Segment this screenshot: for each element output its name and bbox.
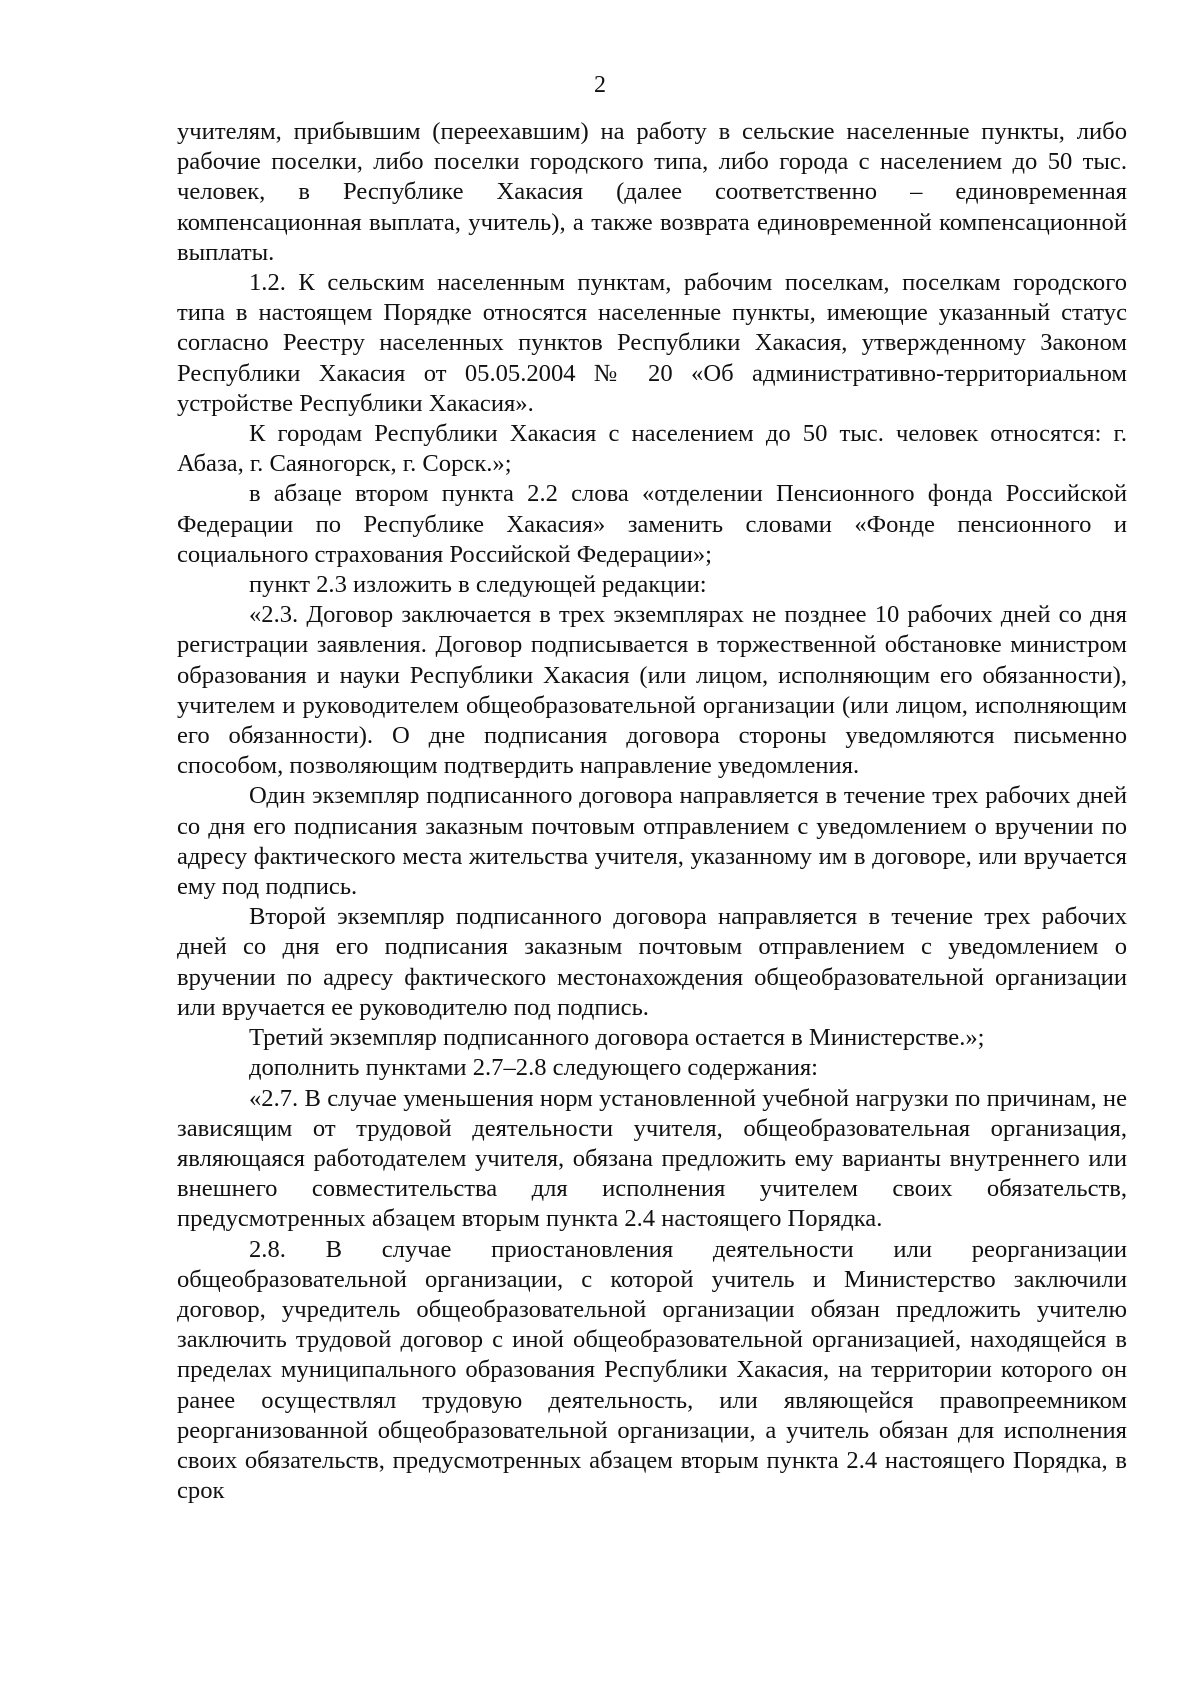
paragraph-cities: К городам Республики Хакасия с населением до 50 тыс. человек относятся: г. Абаза, г. Саяногорск, г. Сорск.»;: [177, 420, 1127, 478]
paragraph-third-copy: Третий экземпляр подписанного договора остается в Министерстве.»;: [249, 1024, 985, 1052]
paragraph-1-2: 1.2. К сельским населенным пунктам, рабочим поселкам, поселкам городского типа в настоящем Порядке относятся населенные пункты, имеющие указанный статус согласно Реестру населенных пунктов Республики Хакасия, утвержденному Законом Республики Хакасия от 05.05.2004 № 20 «Об административно-территориальном устройстве Республики Хакасия».: [177, 269, 1127, 417]
paragraph-intro-continuation: учителям, прибывшим (переехавшим) на работу в сельские населенные пункты, либо рабочие поселки, либо поселки городского типа, либо города с населением до 50 тыс. человек, в Республике Хакасия (далее соответственно – единовременная компенсационная выплата, учитель), а также возврата единовременной компенсационной выплаты.: [177, 118, 1127, 266]
paragraph-amend-2-3-intro: пункт 2.3 изложить в следующей редакции:: [249, 571, 707, 599]
paragraph-amend-2-2: в абзаце втором пункта 2.2 слова «отделении Пенсионного фонда Российской Федерации по Республике Хакасия» заменить словами «Фонде пенсионного и социального страхования Российской Федерации»;: [177, 480, 1127, 568]
paragraph-2-3: «2.3. Договор заключается в трех экземплярах не позднее 10 рабочих дней со дня регистрации заявления. Договор подписывается в торжественной обстановке министром образования и науки Республики Хакасия (или лицом, исполняющим его обязанности), учителем и руководителем общеобразовательной организации (или лицом, исполняющим его обязанности). О дне подписания договора стороны уведомляются письменно способом, позволяющим подтвердить направление уведомления.: [177, 601, 1127, 780]
paragraph-first-copy: Один экземпляр подписанного договора направляется в течение трех рабочих дней со дня его подписания заказным почтовым отправлением с уведомлением о вручении по адресу фактического места жительства учителя, указанному им в договоре, или вручается ему под подпись.: [177, 782, 1127, 901]
document-body: [177, 117, 1127, 1506]
paragraph-2-8: 2.8. В случае приостановления деятельности или реорганизации общеобразовательной организации, с которой учитель и Министерство заключили договор, учредитель общеобразовательной организации обязан предложить учителю заключить трудовой договор с иной общеобразовательной организацией, находящейся в пределах муниципального образования Республики Хакасия, на территории которого он ранее осуществлял трудовую деятельность, или являющейся правопреемником реорганизованной общеобразовательной организации, а учитель обязан для исполнения своих обязательств, предусмотренных абзацем вторым пункта 2.4 настоящего Порядка, в срок: [177, 1235, 1127, 1505]
paragraph-second-copy: Второй экземпляр подписанного договора направляется в течение трех рабочих дней со дня его подписания заказным почтовым отправлением с уведомлением о вручении по адресу фактического местонахождения общеобразовательной организации или вручается ее руководителю под подпись.: [177, 903, 1127, 1021]
page-number: 2: [594, 72, 606, 98]
paragraph-add-2-7-2-8: дополнить пунктами 2.7–2.8 следующего содержания:: [249, 1054, 819, 1082]
paragraph-2-7: «2.7. В случае уменьшения норм установленной учебной нагрузки по причинам, не зависящим от трудовой деятельности учителя, общеобразовательная организация, являющаяся работодателем учителя, обязана предложить ему варианты внутреннего или внешнего совместительства для исполнения учителем своих обязательств, предусмотренных абзацем вторым пункта 2.4 настоящего Порядка.: [177, 1084, 1127, 1233]
